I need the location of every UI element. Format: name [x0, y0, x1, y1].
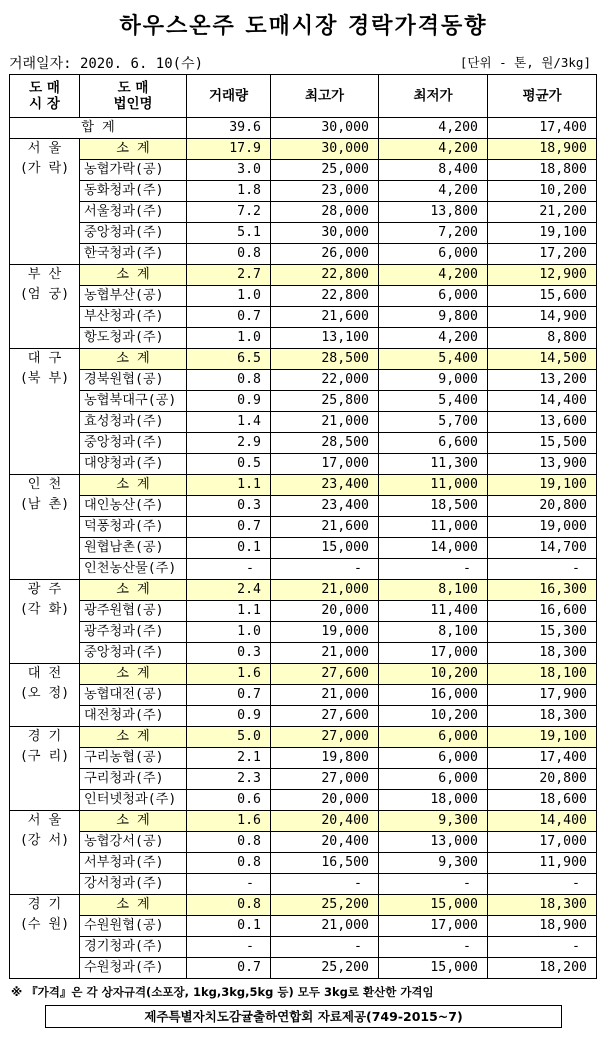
min-price-cell: 9,300 — [379, 811, 488, 832]
max-price-cell: - — [271, 559, 379, 580]
table-row — [10, 538, 597, 559]
min-price-cell: 14,000 — [379, 538, 488, 559]
corp-name: 대양청과(주) — [80, 454, 187, 475]
avg-price-cell: 20,800 — [488, 769, 597, 790]
header-corp: 도 매 법인명 — [80, 75, 187, 118]
volume-cell: 17.9 — [187, 139, 271, 160]
min-price-cell: 16,000 — [379, 685, 488, 706]
max-price-cell: 28,500 — [271, 349, 379, 370]
max-price-cell: 27,000 — [271, 727, 379, 748]
total-volume: 39.6 — [187, 118, 271, 139]
avg-price-cell: 14,500 — [488, 349, 597, 370]
max-price-cell: - — [271, 937, 379, 958]
min-price-cell: 6,000 — [379, 769, 488, 790]
corp-name: 덕풍청과(주) — [80, 517, 187, 538]
table-row — [10, 412, 597, 433]
corp-name: 중앙청과(주) — [80, 433, 187, 454]
max-price-cell: 21,000 — [271, 412, 379, 433]
corp-name: 농협대전(공) — [80, 685, 187, 706]
subtotal-row — [10, 664, 597, 685]
total-avg: 17,400 — [488, 118, 597, 139]
max-price-cell: 21,000 — [271, 916, 379, 937]
corp-name: 농협부산(공) — [80, 286, 187, 307]
volume-cell: 0.3 — [187, 643, 271, 664]
min-price-cell: 9,000 — [379, 370, 488, 391]
table-row — [10, 496, 597, 517]
avg-price-cell: 15,300 — [488, 622, 597, 643]
volume-cell: 0.7 — [187, 685, 271, 706]
max-price-cell: 19,000 — [271, 622, 379, 643]
volume-cell: 1.1 — [187, 475, 271, 496]
volume-cell: 0.7 — [187, 517, 271, 538]
table-row — [10, 832, 597, 853]
header-volume: 거래량 — [187, 75, 271, 118]
volume-cell: 1.4 — [187, 412, 271, 433]
max-price-cell: 27,600 — [271, 706, 379, 727]
max-price-cell: 20,400 — [271, 811, 379, 832]
table-row — [10, 748, 597, 769]
table-row — [10, 643, 597, 664]
volume-cell: 0.1 — [187, 538, 271, 559]
corp-name: 소 계 — [80, 580, 187, 601]
corp-name: 소 계 — [80, 811, 187, 832]
min-price-cell: 9,800 — [379, 307, 488, 328]
volume-cell: 0.1 — [187, 916, 271, 937]
min-price-cell: - — [379, 874, 488, 895]
volume-cell: 7.2 — [187, 202, 271, 223]
max-price-cell: 21,000 — [271, 580, 379, 601]
volume-cell: 0.6 — [187, 790, 271, 811]
table-row — [10, 517, 597, 538]
avg-price-cell: 19,000 — [488, 517, 597, 538]
min-price-cell: 4,200 — [379, 139, 488, 160]
table-row — [10, 937, 597, 958]
subtotal-row — [10, 139, 597, 160]
avg-price-cell: 17,400 — [488, 748, 597, 769]
min-price-cell: 8,400 — [379, 160, 488, 181]
corp-name: 인터넷청과(주) — [80, 790, 187, 811]
corp-name: 농협북대구(공) — [80, 391, 187, 412]
market-name: 경 기 (수 원) — [10, 895, 80, 979]
total-min: 4,200 — [379, 118, 488, 139]
volume-cell: 0.7 — [187, 958, 271, 979]
max-price-cell: 27,600 — [271, 664, 379, 685]
table-row — [10, 160, 597, 181]
unit-label: [단위 - 톤, 원/3kg] — [459, 55, 591, 70]
avg-price-cell: 11,900 — [488, 853, 597, 874]
min-price-cell: 5,400 — [379, 349, 488, 370]
table-row — [10, 307, 597, 328]
corp-name: 동화청과(주) — [80, 181, 187, 202]
corp-name: 서부청과(주) — [80, 853, 187, 874]
trade-date: 거래일자: 2020. 6. 10(수) — [9, 56, 204, 72]
max-price-cell: 25,000 — [271, 160, 379, 181]
min-price-cell: 5,400 — [379, 391, 488, 412]
total-max: 30,000 — [271, 118, 379, 139]
volume-cell: 3.0 — [187, 160, 271, 181]
avg-price-cell: 19,100 — [488, 727, 597, 748]
avg-price-cell: - — [488, 874, 597, 895]
avg-price-cell: 19,100 — [488, 475, 597, 496]
corp-name: 수원원협(공) — [80, 916, 187, 937]
corp-name: 경북원협(공) — [80, 370, 187, 391]
max-price-cell: 21,600 — [271, 307, 379, 328]
table-row — [10, 706, 597, 727]
min-price-cell: 11,000 — [379, 517, 488, 538]
min-price-cell: 8,100 — [379, 622, 488, 643]
avg-price-cell: 17,000 — [488, 832, 597, 853]
avg-price-cell: - — [488, 559, 597, 580]
table-row — [10, 559, 597, 580]
volume-cell: 2.4 — [187, 580, 271, 601]
table-row — [10, 202, 597, 223]
avg-price-cell: 18,300 — [488, 706, 597, 727]
volume-cell: 0.5 — [187, 454, 271, 475]
corp-name: 소 계 — [80, 265, 187, 286]
volume-cell: 5.0 — [187, 727, 271, 748]
table-row — [10, 790, 597, 811]
min-price-cell: 6,000 — [379, 286, 488, 307]
min-price-cell: 10,200 — [379, 664, 488, 685]
max-price-cell: 30,000 — [271, 139, 379, 160]
subtotal-row — [10, 475, 597, 496]
max-price-cell: 21,000 — [271, 685, 379, 706]
avg-price-cell: 15,600 — [488, 286, 597, 307]
corp-name: 광주청과(주) — [80, 622, 187, 643]
avg-price-cell: 12,900 — [488, 265, 597, 286]
min-price-cell: - — [379, 559, 488, 580]
max-price-cell: - — [271, 874, 379, 895]
min-price-cell: - — [379, 937, 488, 958]
volume-cell: 1.6 — [187, 664, 271, 685]
min-price-cell: 4,200 — [379, 181, 488, 202]
corp-name: 소 계 — [80, 139, 187, 160]
avg-price-cell: 18,100 — [488, 664, 597, 685]
subtotal-row — [10, 811, 597, 832]
volume-cell: 2.7 — [187, 265, 271, 286]
corp-name: 부산청과(주) — [80, 307, 187, 328]
market-name: 서 울 (가 락) — [10, 139, 80, 265]
min-price-cell: 4,200 — [379, 328, 488, 349]
max-price-cell: 20,400 — [271, 832, 379, 853]
max-price-cell: 28,000 — [271, 202, 379, 223]
volume-cell: 0.9 — [187, 706, 271, 727]
max-price-cell: 21,600 — [271, 517, 379, 538]
avg-price-cell: 18,600 — [488, 790, 597, 811]
header-market: 도 매 시 장 — [10, 75, 80, 118]
avg-price-cell: 18,300 — [488, 643, 597, 664]
max-price-cell: 26,000 — [271, 244, 379, 265]
corp-name: 경기청과(주) — [80, 937, 187, 958]
avg-price-cell: 8,800 — [488, 328, 597, 349]
total-row — [10, 118, 597, 139]
min-price-cell: 17,000 — [379, 916, 488, 937]
volume-cell: - — [187, 937, 271, 958]
max-price-cell: 21,000 — [271, 643, 379, 664]
price-note: ※ 『가격』은 각 상자규격(소포장, 1kg,3kg,5kg 등) 모두 3kg로 환산한 가격임 — [11, 985, 434, 999]
min-price-cell: 8,100 — [379, 580, 488, 601]
corp-name: 대인농산(주) — [80, 496, 187, 517]
min-price-cell: 6,000 — [379, 244, 488, 265]
avg-price-cell: 20,800 — [488, 496, 597, 517]
max-price-cell: 30,000 — [271, 223, 379, 244]
avg-price-cell: 14,400 — [488, 391, 597, 412]
volume-cell: 2.1 — [187, 748, 271, 769]
min-price-cell: 15,000 — [379, 895, 488, 916]
max-price-cell: 13,100 — [271, 328, 379, 349]
volume-cell: 0.8 — [187, 244, 271, 265]
volume-cell: 1.6 — [187, 811, 271, 832]
avg-price-cell: 18,900 — [488, 139, 597, 160]
min-price-cell: 11,000 — [379, 475, 488, 496]
volume-cell: 6.5 — [187, 349, 271, 370]
avg-price-cell: 21,200 — [488, 202, 597, 223]
subtotal-row — [10, 580, 597, 601]
volume-cell: 0.7 — [187, 307, 271, 328]
max-price-cell: 22,800 — [271, 286, 379, 307]
min-price-cell: 5,700 — [379, 412, 488, 433]
max-price-cell: 27,000 — [271, 769, 379, 790]
avg-price-cell: 19,100 — [488, 223, 597, 244]
corp-name: 효성청과(주) — [80, 412, 187, 433]
corp-name: 원협남촌(공) — [80, 538, 187, 559]
min-price-cell: 11,400 — [379, 601, 488, 622]
avg-price-cell: - — [488, 937, 597, 958]
max-price-cell: 23,000 — [271, 181, 379, 202]
table-row — [10, 181, 597, 202]
min-price-cell: 6,600 — [379, 433, 488, 454]
min-price-cell: 18,000 — [379, 790, 488, 811]
volume-cell: 1.0 — [187, 286, 271, 307]
volume-cell: 1.0 — [187, 622, 271, 643]
table-row — [10, 769, 597, 790]
avg-price-cell: 18,200 — [488, 958, 597, 979]
table-row — [10, 286, 597, 307]
total-label: 합 계 — [10, 118, 187, 139]
avg-price-cell: 13,600 — [488, 412, 597, 433]
table-row — [10, 958, 597, 979]
corp-name: 농협강서(공) — [80, 832, 187, 853]
table-row — [10, 874, 597, 895]
min-price-cell: 4,200 — [379, 265, 488, 286]
avg-price-cell: 17,200 — [488, 244, 597, 265]
corp-name: 인천농산물(주) — [80, 559, 187, 580]
corp-name: 항도청과(주) — [80, 328, 187, 349]
max-price-cell: 20,000 — [271, 790, 379, 811]
volume-cell: 5.1 — [187, 223, 271, 244]
table-row — [10, 244, 597, 265]
avg-price-cell: 15,500 — [488, 433, 597, 454]
volume-cell: 0.8 — [187, 853, 271, 874]
corp-name: 소 계 — [80, 475, 187, 496]
subtotal-row — [10, 895, 597, 916]
volume-cell: 1.1 — [187, 601, 271, 622]
volume-cell: 1.0 — [187, 328, 271, 349]
max-price-cell: 25,200 — [271, 895, 379, 916]
avg-price-cell: 13,900 — [488, 454, 597, 475]
min-price-cell: 10,200 — [379, 706, 488, 727]
subtotal-row — [10, 265, 597, 286]
table-row — [10, 223, 597, 244]
min-price-cell: 18,500 — [379, 496, 488, 517]
max-price-cell: 22,000 — [271, 370, 379, 391]
table-row — [10, 391, 597, 412]
market-name: 부 산 (엄 궁) — [10, 265, 80, 349]
avg-price-cell: 10,200 — [488, 181, 597, 202]
market-name: 경 기 (구 리) — [10, 727, 80, 811]
min-price-cell: 15,000 — [379, 958, 488, 979]
volume-cell: 0.8 — [187, 832, 271, 853]
min-price-cell: 9,300 — [379, 853, 488, 874]
market-name: 광 주 (각 화) — [10, 580, 80, 664]
avg-price-cell: 13,200 — [488, 370, 597, 391]
volume-cell: 0.8 — [187, 370, 271, 391]
min-price-cell: 17,000 — [379, 643, 488, 664]
volume-cell: 0.3 — [187, 496, 271, 517]
max-price-cell: 15,000 — [271, 538, 379, 559]
table-row — [10, 601, 597, 622]
min-price-cell: 13,800 — [379, 202, 488, 223]
market-name: 대 구 (북 부) — [10, 349, 80, 475]
max-price-cell: 23,400 — [271, 475, 379, 496]
volume-cell: 0.8 — [187, 895, 271, 916]
avg-price-cell: 17,900 — [488, 685, 597, 706]
corp-name: 소 계 — [80, 349, 187, 370]
max-price-cell: 25,200 — [271, 958, 379, 979]
corp-name: 서울청과(주) — [80, 202, 187, 223]
max-price-cell: 17,000 — [271, 454, 379, 475]
table-row — [10, 433, 597, 454]
avg-price-cell: 16,300 — [488, 580, 597, 601]
max-price-cell: 19,800 — [271, 748, 379, 769]
max-price-cell: 22,800 — [271, 265, 379, 286]
table-row — [10, 328, 597, 349]
avg-price-cell: 14,900 — [488, 307, 597, 328]
avg-price-cell: 14,400 — [488, 811, 597, 832]
market-name: 서 울 (강 서) — [10, 811, 80, 895]
table-row — [10, 685, 597, 706]
min-price-cell: 6,000 — [379, 748, 488, 769]
volume-cell: - — [187, 559, 271, 580]
price-table — [9, 74, 597, 979]
max-price-cell: 28,500 — [271, 433, 379, 454]
max-price-cell: 16,500 — [271, 853, 379, 874]
corp-name: 중앙청과(주) — [80, 223, 187, 244]
max-price-cell: 25,800 — [271, 391, 379, 412]
corp-name: 수원청과(주) — [80, 958, 187, 979]
corp-name: 한국청과(주) — [80, 244, 187, 265]
table-row — [10, 916, 597, 937]
corp-name: 소 계 — [80, 895, 187, 916]
market-name: 인 천 (남 촌) — [10, 475, 80, 580]
table-row — [10, 454, 597, 475]
volume-cell: 2.9 — [187, 433, 271, 454]
corp-name: 광주원협(공) — [80, 601, 187, 622]
header-avg: 평균가 — [488, 75, 597, 118]
table-row — [10, 622, 597, 643]
max-price-cell: 23,400 — [271, 496, 379, 517]
min-price-cell: 6,000 — [379, 727, 488, 748]
subtotal-row — [10, 349, 597, 370]
min-price-cell: 13,000 — [379, 832, 488, 853]
corp-name: 구리청과(주) — [80, 769, 187, 790]
volume-cell: 0.9 — [187, 391, 271, 412]
min-price-cell: 7,200 — [379, 223, 488, 244]
avg-price-cell: 18,900 — [488, 916, 597, 937]
avg-price-cell: 16,600 — [488, 601, 597, 622]
volume-cell: 2.3 — [187, 769, 271, 790]
corp-name: 농협가락(공) — [80, 160, 187, 181]
table-row — [10, 853, 597, 874]
avg-price-cell: 18,800 — [488, 160, 597, 181]
market-name: 대 전 (오 정) — [10, 664, 80, 727]
table-row — [10, 370, 597, 391]
header-min: 최저가 — [379, 75, 488, 118]
source-box: 제주특별자치도감귤출하연합회 자료제공(749-2015~7) — [45, 1005, 562, 1028]
header-row — [10, 75, 597, 118]
corp-name: 중앙청과(주) — [80, 643, 187, 664]
max-price-cell: 20,000 — [271, 601, 379, 622]
corp-name: 강서청과(주) — [80, 874, 187, 895]
avg-price-cell: 18,300 — [488, 895, 597, 916]
volume-cell: - — [187, 874, 271, 895]
corp-name: 소 계 — [80, 664, 187, 685]
subtotal-row — [10, 727, 597, 748]
volume-cell: 1.8 — [187, 181, 271, 202]
min-price-cell: 11,300 — [379, 454, 488, 475]
corp-name: 대전청과(주) — [80, 706, 187, 727]
corp-name: 구리농협(공) — [80, 748, 187, 769]
page-title: 하우스온주 도매시장 경락가격동향 — [119, 14, 488, 39]
avg-price-cell: 14,700 — [488, 538, 597, 559]
corp-name: 소 계 — [80, 727, 187, 748]
header-max: 최고가 — [271, 75, 379, 118]
